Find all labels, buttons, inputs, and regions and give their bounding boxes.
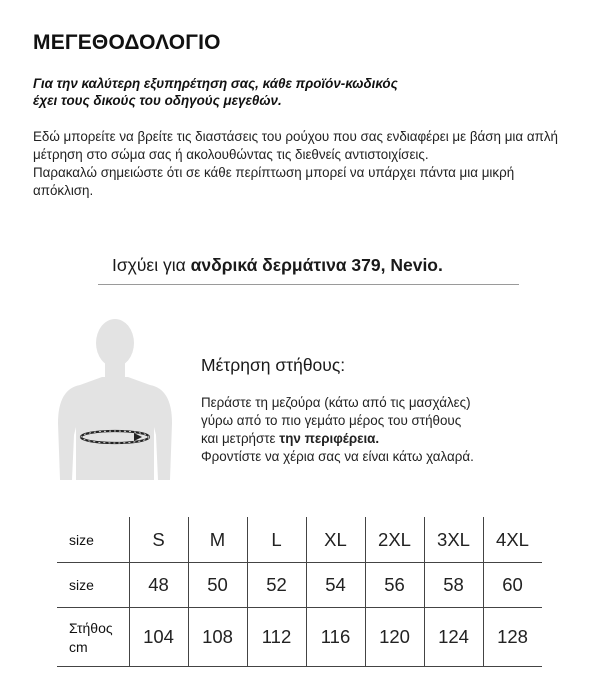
torso-shape [58, 377, 172, 480]
chest-cell: 108 [188, 608, 247, 667]
chest-cell: 116 [306, 608, 365, 667]
applies-to [100, 255, 520, 276]
size-cell: L [247, 517, 306, 563]
chest-cell: 120 [365, 608, 424, 667]
size-cell: 4XL [483, 517, 542, 563]
measurement-instructions [201, 394, 581, 466]
applies-prefix: Ισχύει για [112, 255, 191, 275]
measurement-line-3-prefix: και μετρήστε [201, 431, 280, 446]
size-cell: 52 [247, 563, 306, 608]
measurement-line-1: Περάστε τη μεζούρα (κάτω από τις μασχάλες) [201, 395, 471, 410]
divider [98, 284, 519, 285]
measurement-title: Μέτρηση στήθους: [201, 355, 346, 375]
measurement-line-2: γύρω από το πιο γεμάτο μέρος του στήθους [201, 413, 462, 428]
measurement-line-4: Φροντίστε να χέρια σας να είναι κάτω χαλαρά. [201, 449, 474, 464]
chest-cell: 104 [129, 608, 188, 667]
chest-label: Στήθος [69, 620, 113, 636]
size-cell: 54 [306, 563, 365, 608]
measurement-line-3-bold: την περιφέρεια. [279, 431, 380, 446]
row-label [57, 608, 129, 667]
size-cell: XL [306, 517, 365, 563]
chest-unit-label: cm [69, 639, 88, 655]
size-cell: M [188, 517, 247, 563]
size-letter-row [57, 517, 542, 563]
row-label: size [57, 517, 129, 563]
chest-cell: 128 [483, 608, 542, 667]
measurement-line-3 [201, 430, 581, 448]
size-cell: S [129, 517, 188, 563]
description-paragraph-2: Παρακαλώ σημειώστε ότι σε κάθε περίπτωση μπορεί να υπάρχει πάντα μια μικρή απόκλιση. [33, 165, 515, 198]
row-label: size [57, 563, 129, 608]
intro-line-1: Για την καλύτερη εξυπηρέτηση σας, κάθε προϊόν-κωδικός [33, 76, 398, 91]
size-cell: 56 [365, 563, 424, 608]
applies-product: ανδρικά δερμάτινα 379, Nevio. [190, 255, 443, 275]
body-silhouette-figure [50, 315, 180, 480]
size-table [57, 517, 542, 667]
size-cell: 58 [424, 563, 483, 608]
page-title: ΜΕΓΕΘΟΔΟΛΟΓΙΟ [33, 31, 221, 54]
neck-shape [105, 359, 125, 379]
chest-cm-row [57, 608, 542, 667]
chest-cell: 124 [424, 608, 483, 667]
intro-text [33, 75, 573, 109]
description-paragraph-1: Εδώ μπορείτε να βρείτε τις διαστάσεις του ρούχου που σας ενδιαφέρει με βάση μια απλή μέτρηση στο σώμα σας ή ακολουθώντας τις διεθνείς αντιστοιχίσεις. [33, 129, 558, 162]
size-cell: 2XL [365, 517, 424, 563]
description [33, 128, 573, 200]
size-number-row [57, 563, 542, 608]
intro-line-2: έχει τους δικούς του οδηγούς μεγεθών. [33, 93, 282, 108]
size-cell: 60 [483, 563, 542, 608]
chest-cell: 112 [247, 608, 306, 667]
size-cell: 48 [129, 563, 188, 608]
chest-measure-illustration [50, 315, 180, 480]
size-cell: 3XL [424, 517, 483, 563]
size-cell: 50 [188, 563, 247, 608]
